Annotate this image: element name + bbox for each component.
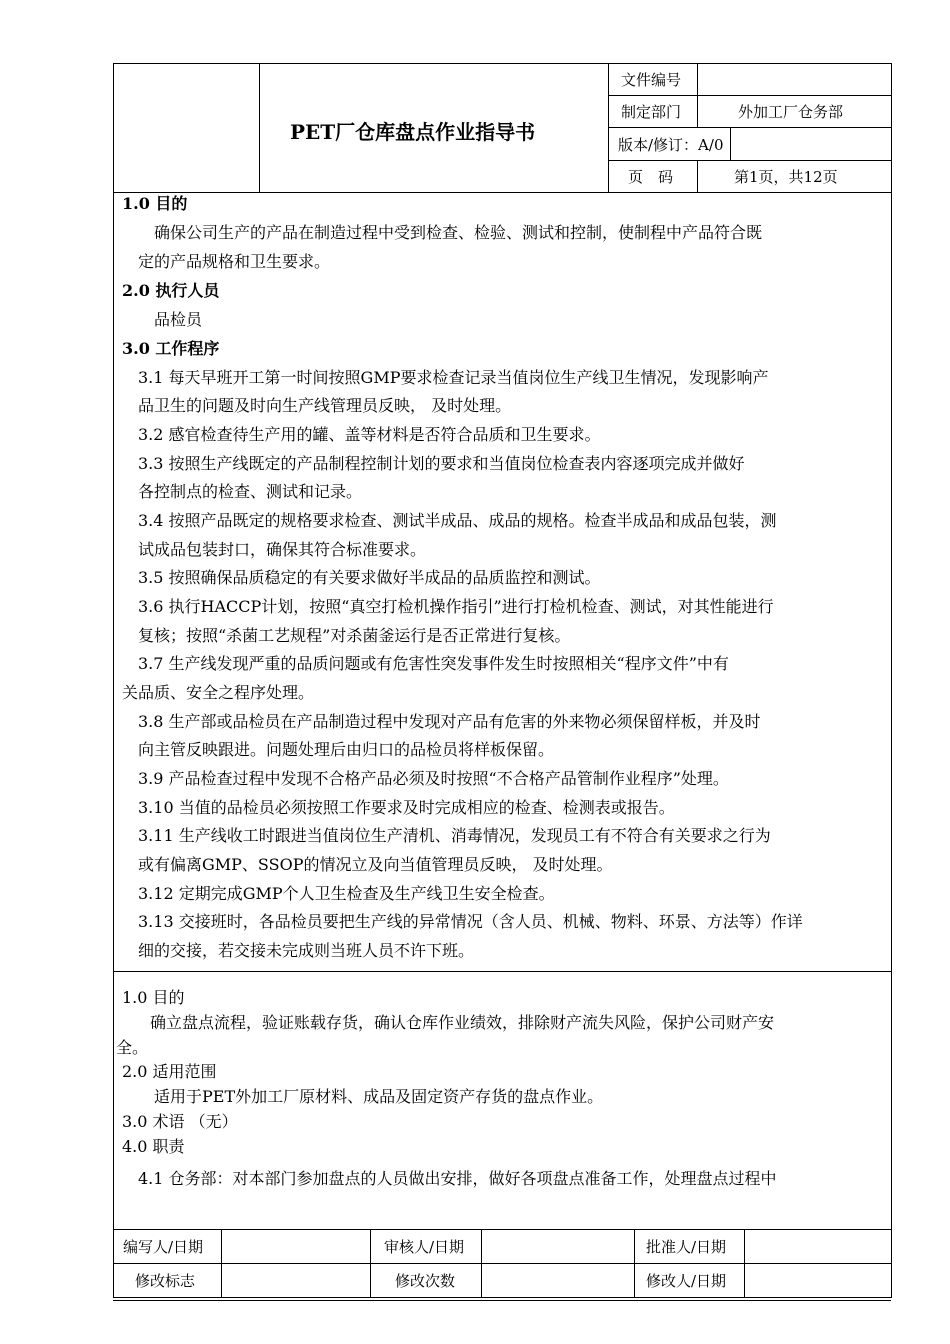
footer-top-border (113, 1229, 891, 1230)
header-bottom-border (113, 192, 891, 193)
document-title: PET厂仓库盘点作业指导书 (290, 120, 536, 144)
modify-count-label: 修改次数 (395, 1272, 456, 1290)
frame-left-border (113, 63, 114, 1298)
section-a-line: 3.5 按照确保品质稳定的有关要求做好半成品的品质监控和测试。 (122, 568, 601, 587)
section-a-line: 3.7 生产线发现严重的品质问题或有危害性突发事件发生时按照相关“程序文件”中有 (122, 654, 729, 673)
department-label: 制定部门 (621, 103, 682, 121)
footer-outer-line (113, 1300, 891, 1301)
section-a-line: 或有偏离GMP、SSOP的情况立及向当值管理员反映， 及时处理。 (122, 855, 613, 874)
author-label: 编写人/日期 (123, 1238, 204, 1256)
approve-label: 批准人/日期 (646, 1238, 727, 1256)
section-a-line: 3.11 生产线收工时跟进当值岗位生产清机、消毒情况，发现员工有不符合有关要求之行为 (122, 826, 771, 845)
section-a-line: 定的产品规格和卫生要求。 (122, 252, 331, 271)
section-a-bottom-border (113, 971, 891, 972)
section-a-line: 3.1 每天早班开工第一时间按照GMP要求检查记录当值岗位生产线卫生情况，发现影响产 (122, 368, 769, 387)
header-top-border (113, 63, 891, 64)
section-b-line: 全。 (116, 1038, 149, 1057)
section-b-heading-scope: 2.0 适用范围 (122, 1062, 217, 1081)
section-a-line: 3.2 感官检查待生产用的罐、盖等材料是否符合品质和卫生要求。 (122, 425, 601, 444)
section-a-line: 确保公司生产的产品在制造过程中受到检查、检验、测试和控制，使制程中产品符合既 (122, 223, 763, 242)
file-number-label: 文件编号 (621, 71, 682, 89)
section-a-line: 复核；按照“杀菌工艺规程”对杀菌釜运行是否正常进行复核。 (122, 626, 571, 645)
section-b-heading-purpose: 1.0 目的 (122, 988, 185, 1007)
section-a-line: 关品质、安全之程序处理。 (122, 683, 315, 702)
section-a-line: 3.6 执行HACCP计划，按照“真空打检机操作指引”进行打检机检查、测试，对其性能进行 (122, 597, 774, 616)
section-a-heading-executor: 2.0 执行人员 (122, 281, 220, 300)
section-b-line: 4.1 仓务部：对本部门参加盘点的人员做出安排，做好各项盘点准备工作，处理盘点过程中 (122, 1169, 777, 1188)
section-b-heading-duties: 4.0 职责 (122, 1137, 185, 1156)
footer-divider-5 (744, 1229, 745, 1297)
frame-right-border (891, 63, 892, 1298)
section-a-heading-purpose: 1.0 目的 (122, 194, 188, 213)
section-a-line: 3.3 按照生产线既定的产品制程控制计划的要求和当值岗位检查表内容逐项完成并做好 (122, 454, 745, 473)
modify-mark-label: 修改标志 (135, 1272, 196, 1290)
page-value: 第1页，共12页 (734, 168, 838, 186)
section-a-line: 3.12 定期完成GMP个人卫生检查及生产线卫生安全检查。 (122, 884, 555, 903)
section-a-heading-procedure: 3.0 工作程序 (122, 339, 220, 358)
header-divider-1 (259, 63, 260, 192)
section-a-line: 品卫生的问题及时向生产线管理员反映， 及时处理。 (122, 396, 512, 415)
section-a-line: 3.8 生产部或品检员在产品制造过程中发现对产品有危害的外来物必须保留样板，并及时 (122, 712, 761, 731)
footer-divider-2 (370, 1229, 371, 1297)
footer-middle-line (113, 1263, 891, 1264)
section-a-line: 向主管反映跟进。问题处理后由归口的品检员将样板保留。 (122, 740, 555, 759)
header-divider-5 (730, 128, 731, 160)
section-a-line: 各控制点的检查、测试和记录。 (122, 482, 363, 501)
section-a-line: 3.4 按照产品既定的规格要求检查、测试半成品、成品的规格。检查半成品和成品包装，测 (122, 511, 777, 530)
section-b-line: 适用于PET外加工厂原材料、成品及固定资产存货的盘点作业。 (122, 1087, 604, 1106)
version-label: 版本/修订：A/0 (618, 135, 724, 154)
page-label: 页 码 (628, 168, 674, 186)
section-a-line: 细的交接，若交接未完成则当班人员不许下班。 (122, 941, 475, 960)
section-a-line: 品检员 (122, 310, 203, 329)
section-a-line: 试成品包装封口，确保其符合标准要求。 (122, 540, 427, 559)
footer-divider-4 (634, 1229, 635, 1297)
section-b-line: 确立盘点流程，验证账载存货，确认仓库作业绩效，排除财产流失风险，保护公司财产安 (118, 1013, 775, 1032)
footer-bottom-border (113, 1297, 891, 1298)
section-b-heading-terms: 3.0 术语 （无） (122, 1112, 238, 1131)
modifier-label: 修改人/日期 (646, 1272, 727, 1290)
footer-divider-1 (221, 1229, 222, 1297)
section-a-line: 3.13 交接班时，各品检员要把生产线的异常情况（含人员、机械、物料、环景、方法等）作详 (122, 912, 803, 931)
header-divider-4 (697, 160, 698, 192)
department-value: 外加工厂仓务部 (738, 103, 844, 121)
footer-divider-3 (481, 1229, 482, 1297)
section-a-line: 3.9 产品检查过程中发现不合格产品必须及时按照“不合格产品管制作业程序”处理。 (122, 769, 729, 788)
section-a-line: 3.10 当值的品检员必须按照工作要求及时完成相应的检查、检测表或报告。 (122, 798, 675, 817)
review-label: 审核人/日期 (384, 1238, 465, 1256)
